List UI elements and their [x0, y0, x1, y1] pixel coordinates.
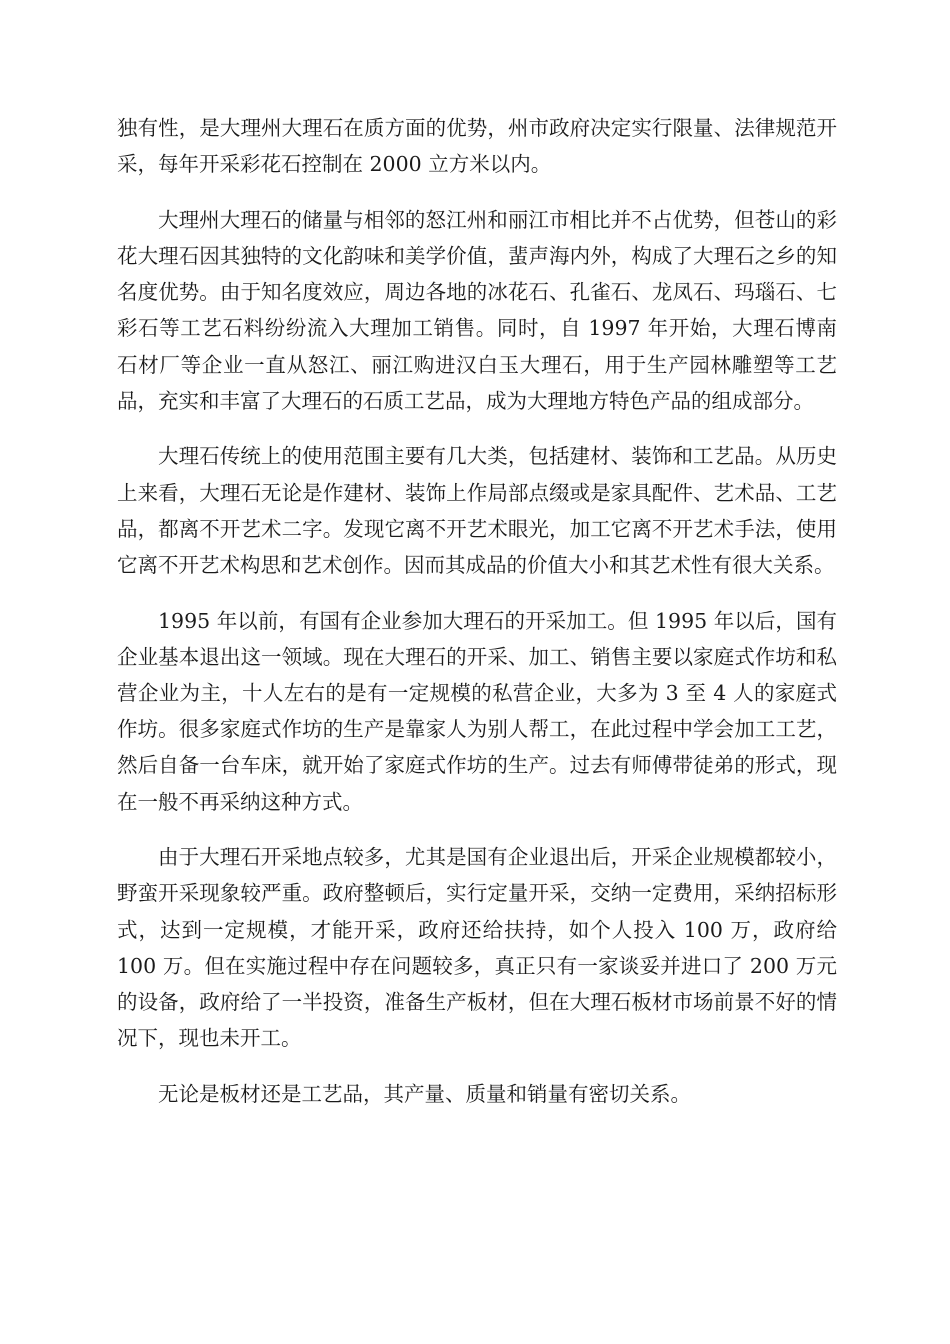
paragraph-2: 大理州大理石的储量与相邻的怒江州和丽江市相比并不占优势，但苍山的彩花大理石因其独特的文化韵味和美学价值，蜚声海内外，构成了大理石之乡的知名度优势。由于知名度效应，周边各地的冰花石、孔雀石、龙凤石、玛瑙石、七彩石等工艺石料纷纷流入大理加工销售。同时，自 1997 年开始，大理石博南石材厂等企业一直从怒江、丽江购进汉白玉大理石，用于生产园林雕塑等工艺品，充实和丰富了大理石的石质工艺品，成为大理地方特色产品的组成部分。: [117, 207, 837, 413]
paragraph-1: 独有性，是大理州大理石在质方面的优势，州市政府决定实行限量、法律规范开采，每年开采彩花石控制在 2000 立方米以内。: [117, 116, 837, 177]
paragraph-3: 大理石传统上的使用范围主要有几大类，包括建材、装饰和工艺品。从历史上来看，大理石无论是作建材、装饰上作局部点缀或是家具配件、艺术品、工艺品，都离不开艺术二字。发现它离不开艺术眼光，加工它离不开艺术手法，使用它离不开艺术构思和艺术创作。因而其成品的价值大小和其艺术性有很大关系。: [117, 444, 837, 578]
document-body: [117, 110, 837, 1131]
paragraph-4: 1995 年以前，有国有企业参加大理石的开采加工。但 1995 年以后，国有企业基本退出这一领域。现在大理石的开采、加工、销售主要以家庭式作坊和私营企业为主，十人左右的是有一定规模的私营企业，大多为 3 至 4 人的家庭式作坊。很多家庭式作坊的生产是靠家人为别人帮工，在此过程中学会加工工艺，然后自备一台车床，就开始了家庭式作坊的生产。过去有师傅带徒弟的形式，现在一般不再采纳这种方式。: [117, 608, 837, 814]
paragraph-5: 由于大理石开采地点较多，尤其是国有企业退出后，开采企业规模都较小，野蛮开采现象较严重。政府整顿后，实行定量开采，交纳一定费用，采纳招标形式，达到一定规模，才能开采，政府还给扶持，如个人投入 100 万，政府给 100 万。但在实施过程中存在问题较多，真正只有一家谈妥并进口了 200 万元的设备，政府给了一半投资，准备生产板材，但在大理石板材市场前景不好的情况下，现也未开工。: [117, 845, 837, 1051]
paragraph-6: 无论是板材还是工艺品，其产量、质量和销量有密切关系。: [158, 1081, 691, 1106]
